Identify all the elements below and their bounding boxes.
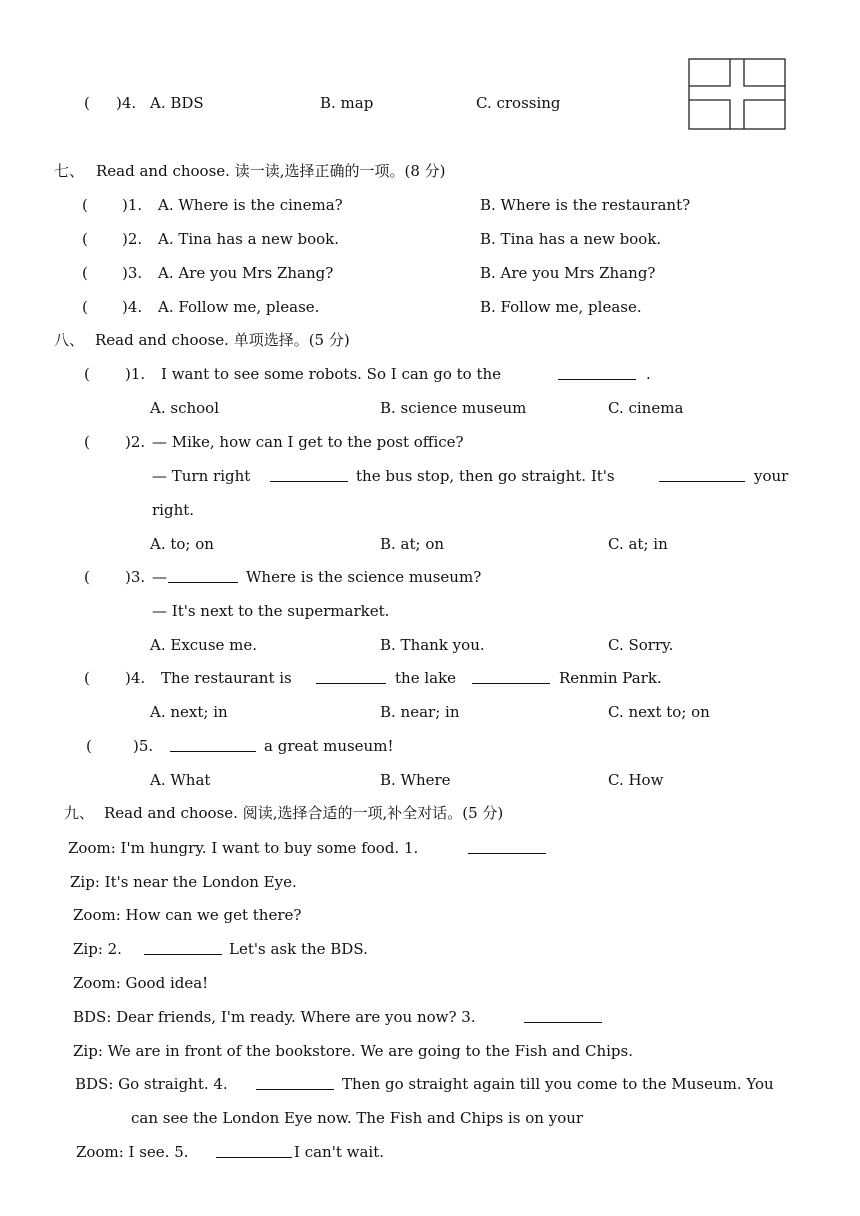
section-number: 七、 bbox=[54, 162, 85, 180]
option-a: A. What bbox=[150, 771, 211, 789]
option-a: A. Where is the cinema? bbox=[158, 196, 343, 214]
question-line: — Turn right bbox=[152, 467, 251, 485]
dialogue-line: Zip: It's near the London Eye. bbox=[70, 873, 297, 891]
question-text: the lake bbox=[395, 669, 457, 687]
question-text: a great museum! bbox=[264, 737, 394, 755]
answer-blank bbox=[256, 1074, 334, 1090]
option-a: A. next; in bbox=[150, 703, 228, 721]
question-number: )2. bbox=[122, 230, 143, 248]
dialogue-line: Let's ask the BDS. bbox=[229, 940, 368, 958]
section-title: Read and choose. 单项选择。(5 分) bbox=[95, 331, 350, 349]
answer-blank bbox=[316, 668, 386, 684]
question-number: )3. bbox=[125, 568, 146, 586]
answer-blank bbox=[524, 1007, 602, 1023]
question-number: )4. bbox=[116, 94, 137, 112]
crossing-picture-icon bbox=[688, 58, 786, 130]
option-b: B. map bbox=[320, 94, 374, 112]
question-line: — It's next to the supermarket. bbox=[152, 602, 390, 620]
question-text: The restaurant is bbox=[161, 669, 292, 687]
dash: — bbox=[152, 568, 167, 586]
question-line: right. bbox=[152, 501, 195, 519]
option-c: C. crossing bbox=[476, 94, 561, 112]
dialogue-line: Zoom: Good idea! bbox=[73, 974, 209, 992]
section-number: 九、 bbox=[64, 804, 95, 822]
question-number: )5. bbox=[133, 737, 154, 755]
option-b: B. near; in bbox=[380, 703, 460, 721]
answer-paren: ( bbox=[82, 230, 88, 248]
dialogue-line: Zoom: I'm hungry. I want to buy some food. 1. bbox=[68, 839, 419, 857]
option-a: A. school bbox=[150, 399, 219, 417]
answer-blank bbox=[144, 939, 222, 955]
option-c: C. How bbox=[608, 771, 664, 789]
dialogue-line: Zip: 2. bbox=[73, 940, 122, 958]
question-text: I want to see some robots. So I can go to the bbox=[161, 365, 502, 383]
answer-blank bbox=[558, 364, 636, 380]
question-number: )2. bbox=[125, 433, 146, 451]
option-a: A. Are you Mrs Zhang? bbox=[158, 264, 334, 282]
option-b: B. science museum bbox=[380, 399, 527, 417]
dialogue-line: Then go straight again till you come to the Museum. You bbox=[342, 1075, 774, 1093]
question-number: )4. bbox=[122, 298, 143, 316]
option-c: C. Sorry. bbox=[608, 636, 674, 654]
question-number: )3. bbox=[122, 264, 143, 282]
answer-paren: ( bbox=[86, 737, 92, 755]
answer-blank bbox=[216, 1142, 292, 1158]
option-b: B. Follow me, please. bbox=[480, 298, 642, 316]
option-b: B. Where is the restaurant? bbox=[480, 196, 691, 214]
option-b: B. at; on bbox=[380, 535, 445, 553]
answer-paren: ( bbox=[82, 298, 88, 316]
answer-paren: ( bbox=[82, 196, 88, 214]
question-line: the bus stop, then go straight. It's bbox=[356, 467, 615, 485]
question-end: . bbox=[646, 365, 651, 383]
option-b: B. Are you Mrs Zhang? bbox=[480, 264, 656, 282]
option-a: A. BDS bbox=[150, 94, 204, 112]
section-number: 八、 bbox=[54, 331, 85, 349]
answer-paren: ( bbox=[84, 365, 90, 383]
answer-blank bbox=[168, 567, 238, 583]
answer-paren: ( bbox=[84, 669, 90, 687]
section-title: Read and choose. 读一读,选择正确的一项。(8 分) bbox=[96, 162, 446, 180]
option-b: B. Tina has a new book. bbox=[480, 230, 662, 248]
question-text: Renmin Park. bbox=[559, 669, 662, 687]
answer-blank bbox=[270, 466, 348, 482]
option-a: A. Follow me, please. bbox=[158, 298, 320, 316]
answer-paren: ( bbox=[84, 568, 90, 586]
answer-paren: ( bbox=[82, 264, 88, 282]
question-number: )4. bbox=[125, 669, 146, 687]
dialogue-line: Zoom: How can we get there? bbox=[73, 906, 302, 924]
question-text: Where is the science museum? bbox=[246, 568, 482, 586]
dialogue-line: Zip: We are in front of the bookstore. We are going to the Fish and Chips. bbox=[73, 1042, 633, 1060]
section-title: Read and choose. 阅读,选择合适的一项,补全对话。(5 分) bbox=[104, 804, 504, 822]
option-a: A. Tina has a new book. bbox=[158, 230, 339, 248]
question-number: )1. bbox=[122, 196, 143, 214]
question-text: — Mike, how can I get to the post office? bbox=[152, 433, 464, 451]
dialogue-line: I can't wait. bbox=[294, 1143, 384, 1161]
answer-blank bbox=[659, 466, 745, 482]
option-a: A. to; on bbox=[150, 535, 214, 553]
dialogue-line: can see the London Eye now. The Fish and Chips is on your bbox=[131, 1109, 584, 1127]
answer-paren: ( bbox=[84, 94, 90, 112]
option-b: B. Thank you. bbox=[380, 636, 485, 654]
answer-blank bbox=[170, 736, 256, 752]
option-c: C. cinema bbox=[608, 399, 684, 417]
answer-paren: ( bbox=[84, 433, 90, 451]
question-line: your bbox=[754, 467, 789, 485]
option-a: A. Excuse me. bbox=[150, 636, 258, 654]
option-b: B. Where bbox=[380, 771, 451, 789]
option-c: C. next to; on bbox=[608, 703, 710, 721]
dialogue-line: Zoom: I see. 5. bbox=[76, 1143, 189, 1161]
option-c: C. at; in bbox=[608, 535, 668, 553]
answer-blank bbox=[468, 838, 546, 854]
answer-blank bbox=[472, 668, 550, 684]
dialogue-line: BDS: Go straight. 4. bbox=[75, 1075, 228, 1093]
dialogue-line: BDS: Dear friends, I'm ready. Where are you now? 3. bbox=[73, 1008, 476, 1026]
question-number: )1. bbox=[125, 365, 146, 383]
